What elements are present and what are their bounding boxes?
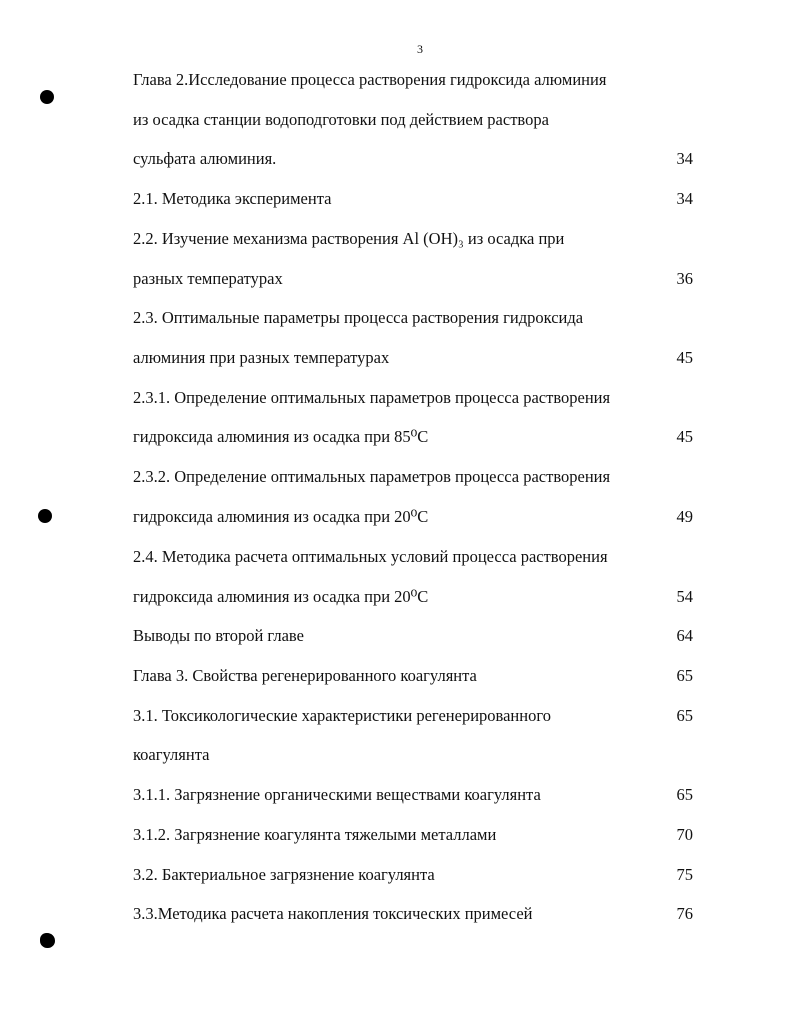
- toc-line: [133, 268, 693, 290]
- toc-line: [133, 506, 693, 528]
- toc-entry-text: из осадка станции водоподготовки под действием раствора: [133, 110, 549, 129]
- toc-line: [133, 69, 693, 91]
- toc-line: [133, 228, 693, 250]
- scan-artifact-dot: [40, 90, 54, 104]
- toc-entry-text: 2.2. Изучение механизма растворения Al (OH)₃ из осадка при: [133, 229, 565, 248]
- toc-entry-page: 65: [676, 785, 693, 804]
- toc-line: [133, 705, 693, 727]
- toc-line: [133, 347, 693, 369]
- toc-entry-text: Глава 3. Свойства регенерированного коагулянта: [133, 666, 477, 685]
- toc-entry-page: 34: [676, 189, 693, 208]
- toc-entry-page: 64: [676, 626, 693, 645]
- toc-entry-text: 3.1. Токсикологические характеристики регенерированного: [133, 706, 551, 725]
- toc-entry-text: 2.1. Методика эксперимента: [133, 189, 332, 208]
- toc-entry-text: сульфата алюминия.: [133, 149, 277, 168]
- toc-entry-text: коагулянта: [133, 745, 210, 764]
- toc-line: [133, 546, 693, 568]
- toc-line: [133, 426, 693, 448]
- toc-entry-text: гидроксида алюминия из осадка при 85⁰С: [133, 427, 429, 446]
- toc-entry-page: 36: [676, 269, 693, 288]
- toc-entry-page: 34: [676, 149, 693, 168]
- toc-line: [133, 188, 693, 210]
- toc-line: [133, 824, 693, 846]
- toc-entry-text: 2.4. Методика расчета оптимальных условий процесса растворения: [133, 547, 608, 566]
- page-number: 3: [417, 42, 423, 56]
- toc-line: [133, 307, 693, 329]
- toc-entry-text: 3.2. Бактериальное загрязнение коагулянта: [133, 865, 435, 884]
- toc-entry-text: алюминия при разных температурах: [133, 348, 390, 367]
- toc-entry-text: 2.3. Оптимальные параметры процесса растворения гидроксида: [133, 308, 584, 327]
- toc-line: [133, 109, 693, 131]
- toc-entry-text: 3.3.Методика расчета накопления токсических примесей: [133, 904, 533, 923]
- toc-line: [133, 466, 693, 488]
- toc-entry-page: 49: [676, 507, 693, 526]
- toc-entry-text: гидроксида алюминия из осадка при 20⁰С: [133, 587, 429, 606]
- toc-line: [133, 665, 693, 687]
- toc-entry-page: 75: [676, 865, 693, 884]
- toc-entry-page: 45: [676, 427, 693, 446]
- toc-line: [133, 387, 693, 409]
- toc-entry-text: гидроксида алюминия из осадка при 20⁰С: [133, 507, 429, 526]
- toc-line: [133, 744, 693, 766]
- scan-artifact-dot: [40, 933, 55, 948]
- toc-entry-page: 76: [676, 904, 693, 923]
- toc-line: [133, 148, 693, 170]
- toc-entry-page: 70: [676, 825, 693, 844]
- toc-entry-page: 45: [676, 348, 693, 367]
- toc-entry-text: Глава 2.Исследование процесса растворения гидроксида алюминия: [133, 70, 607, 89]
- toc-entry-page: 54: [676, 587, 693, 606]
- toc-entry-page: 65: [676, 666, 693, 685]
- toc-line: [133, 586, 693, 608]
- toc-line: [133, 903, 693, 925]
- toc-line: [133, 625, 693, 647]
- toc-entry-text: 3.1.1. Загрязнение органическими веществами коагулянта: [133, 785, 541, 804]
- scan-artifact-dot: [38, 509, 52, 523]
- toc-entry-page: 65: [676, 706, 693, 725]
- toc-entry-text: 2.3.1. Определение оптимальных параметров процесса растворения: [133, 388, 611, 407]
- toc-entry-text: 3.1.2. Загрязнение коагулянта тяжелыми металлами: [133, 825, 497, 844]
- toc-line: [133, 784, 693, 806]
- toc-entry-text: 2.3.2. Определение оптимальных параметров процесса растворения: [133, 467, 611, 486]
- toc-entry-text: разных температурах: [133, 269, 283, 288]
- toc-entry-text: Выводы по второй главе: [133, 626, 304, 645]
- toc-line: [133, 864, 693, 886]
